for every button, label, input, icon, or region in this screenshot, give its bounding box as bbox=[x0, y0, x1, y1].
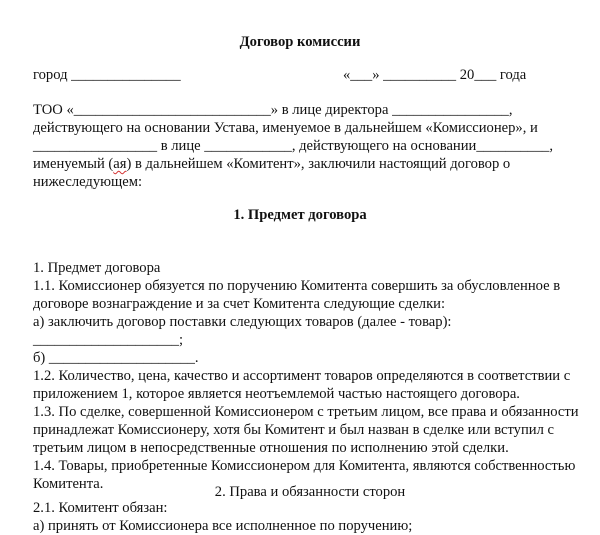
preamble-line-4-end: ) в дальнейшем «Комитент», заключили настоящий договор о bbox=[126, 156, 511, 172]
document-title: Договор комиссии bbox=[239, 34, 361, 50]
preamble-line-4-start: именуемый ( bbox=[33, 156, 114, 172]
section-1-line-12: 1.4. Товары, приобретенные Комиссионером для Комитента, являются собственностью bbox=[33, 458, 576, 474]
section-1-line-13: Комитента. bbox=[33, 476, 104, 492]
section-1-line-10: принадлежат Комиссионеру, хотя бы Комитент и был назван в сделке или вступил с bbox=[33, 422, 554, 438]
preamble-line-4 bbox=[33, 155, 510, 173]
section-2-line-1: 2.1. Комитент обязан: bbox=[33, 500, 168, 516]
section-1-line-4: а) заключить договор поставки следующих товаров (далее - товар): bbox=[33, 314, 452, 330]
preamble-line-1: ТОО «___________________________» в лице директора ________________, bbox=[33, 102, 513, 118]
preamble-line-3: _________________ в лице ____________, действующего на основании__________, bbox=[33, 138, 553, 154]
section-1-line-8: приложением 1, которое является неотъемлемой частью настоящего договора. bbox=[33, 386, 520, 402]
section-1-line-1: 1. Предмет договора bbox=[33, 260, 161, 276]
spellcheck-flagged-word[interactable]: ая bbox=[113, 156, 127, 172]
preamble-line-2: действующего на основании Устава, именуемое в дальнейшем «Комиссионер», и bbox=[33, 120, 538, 136]
section-1-line-7: 1.2. Количество, цена, качество и ассортимент товаров определяются в соответствии с bbox=[33, 368, 571, 384]
section-1-line-9: 1.3. По сделке, совершенной Комиссионером с третьим лицом, все права и обязанности bbox=[33, 404, 579, 420]
section-1-line-2: 1.1. Комиссионер обязуется по поручению Комитента совершить за обусловленное в bbox=[33, 278, 561, 294]
section-1-line-11: третьим лицом в непосредственные отношения по исполнению этой сделки. bbox=[33, 440, 509, 456]
section-2-line-2: а) принять от Комиссионера все исполненное по поручению; bbox=[33, 518, 413, 534]
city-line: город _______________ bbox=[33, 67, 181, 83]
date-line: «___» __________ 20___ года bbox=[343, 67, 527, 83]
section-1-line-6: б) ____________________. bbox=[33, 350, 199, 366]
section-1-line-5: ____________________; bbox=[33, 332, 183, 348]
section-1-heading: 1. Предмет договора bbox=[233, 207, 367, 223]
preamble-line-5: нижеследующем: bbox=[33, 174, 143, 190]
section-2-heading: 2. Права и обязанности сторон bbox=[214, 484, 406, 500]
section-1-line-3: договоре вознаграждение и за счет Комитента следующие сделки: bbox=[33, 296, 446, 312]
